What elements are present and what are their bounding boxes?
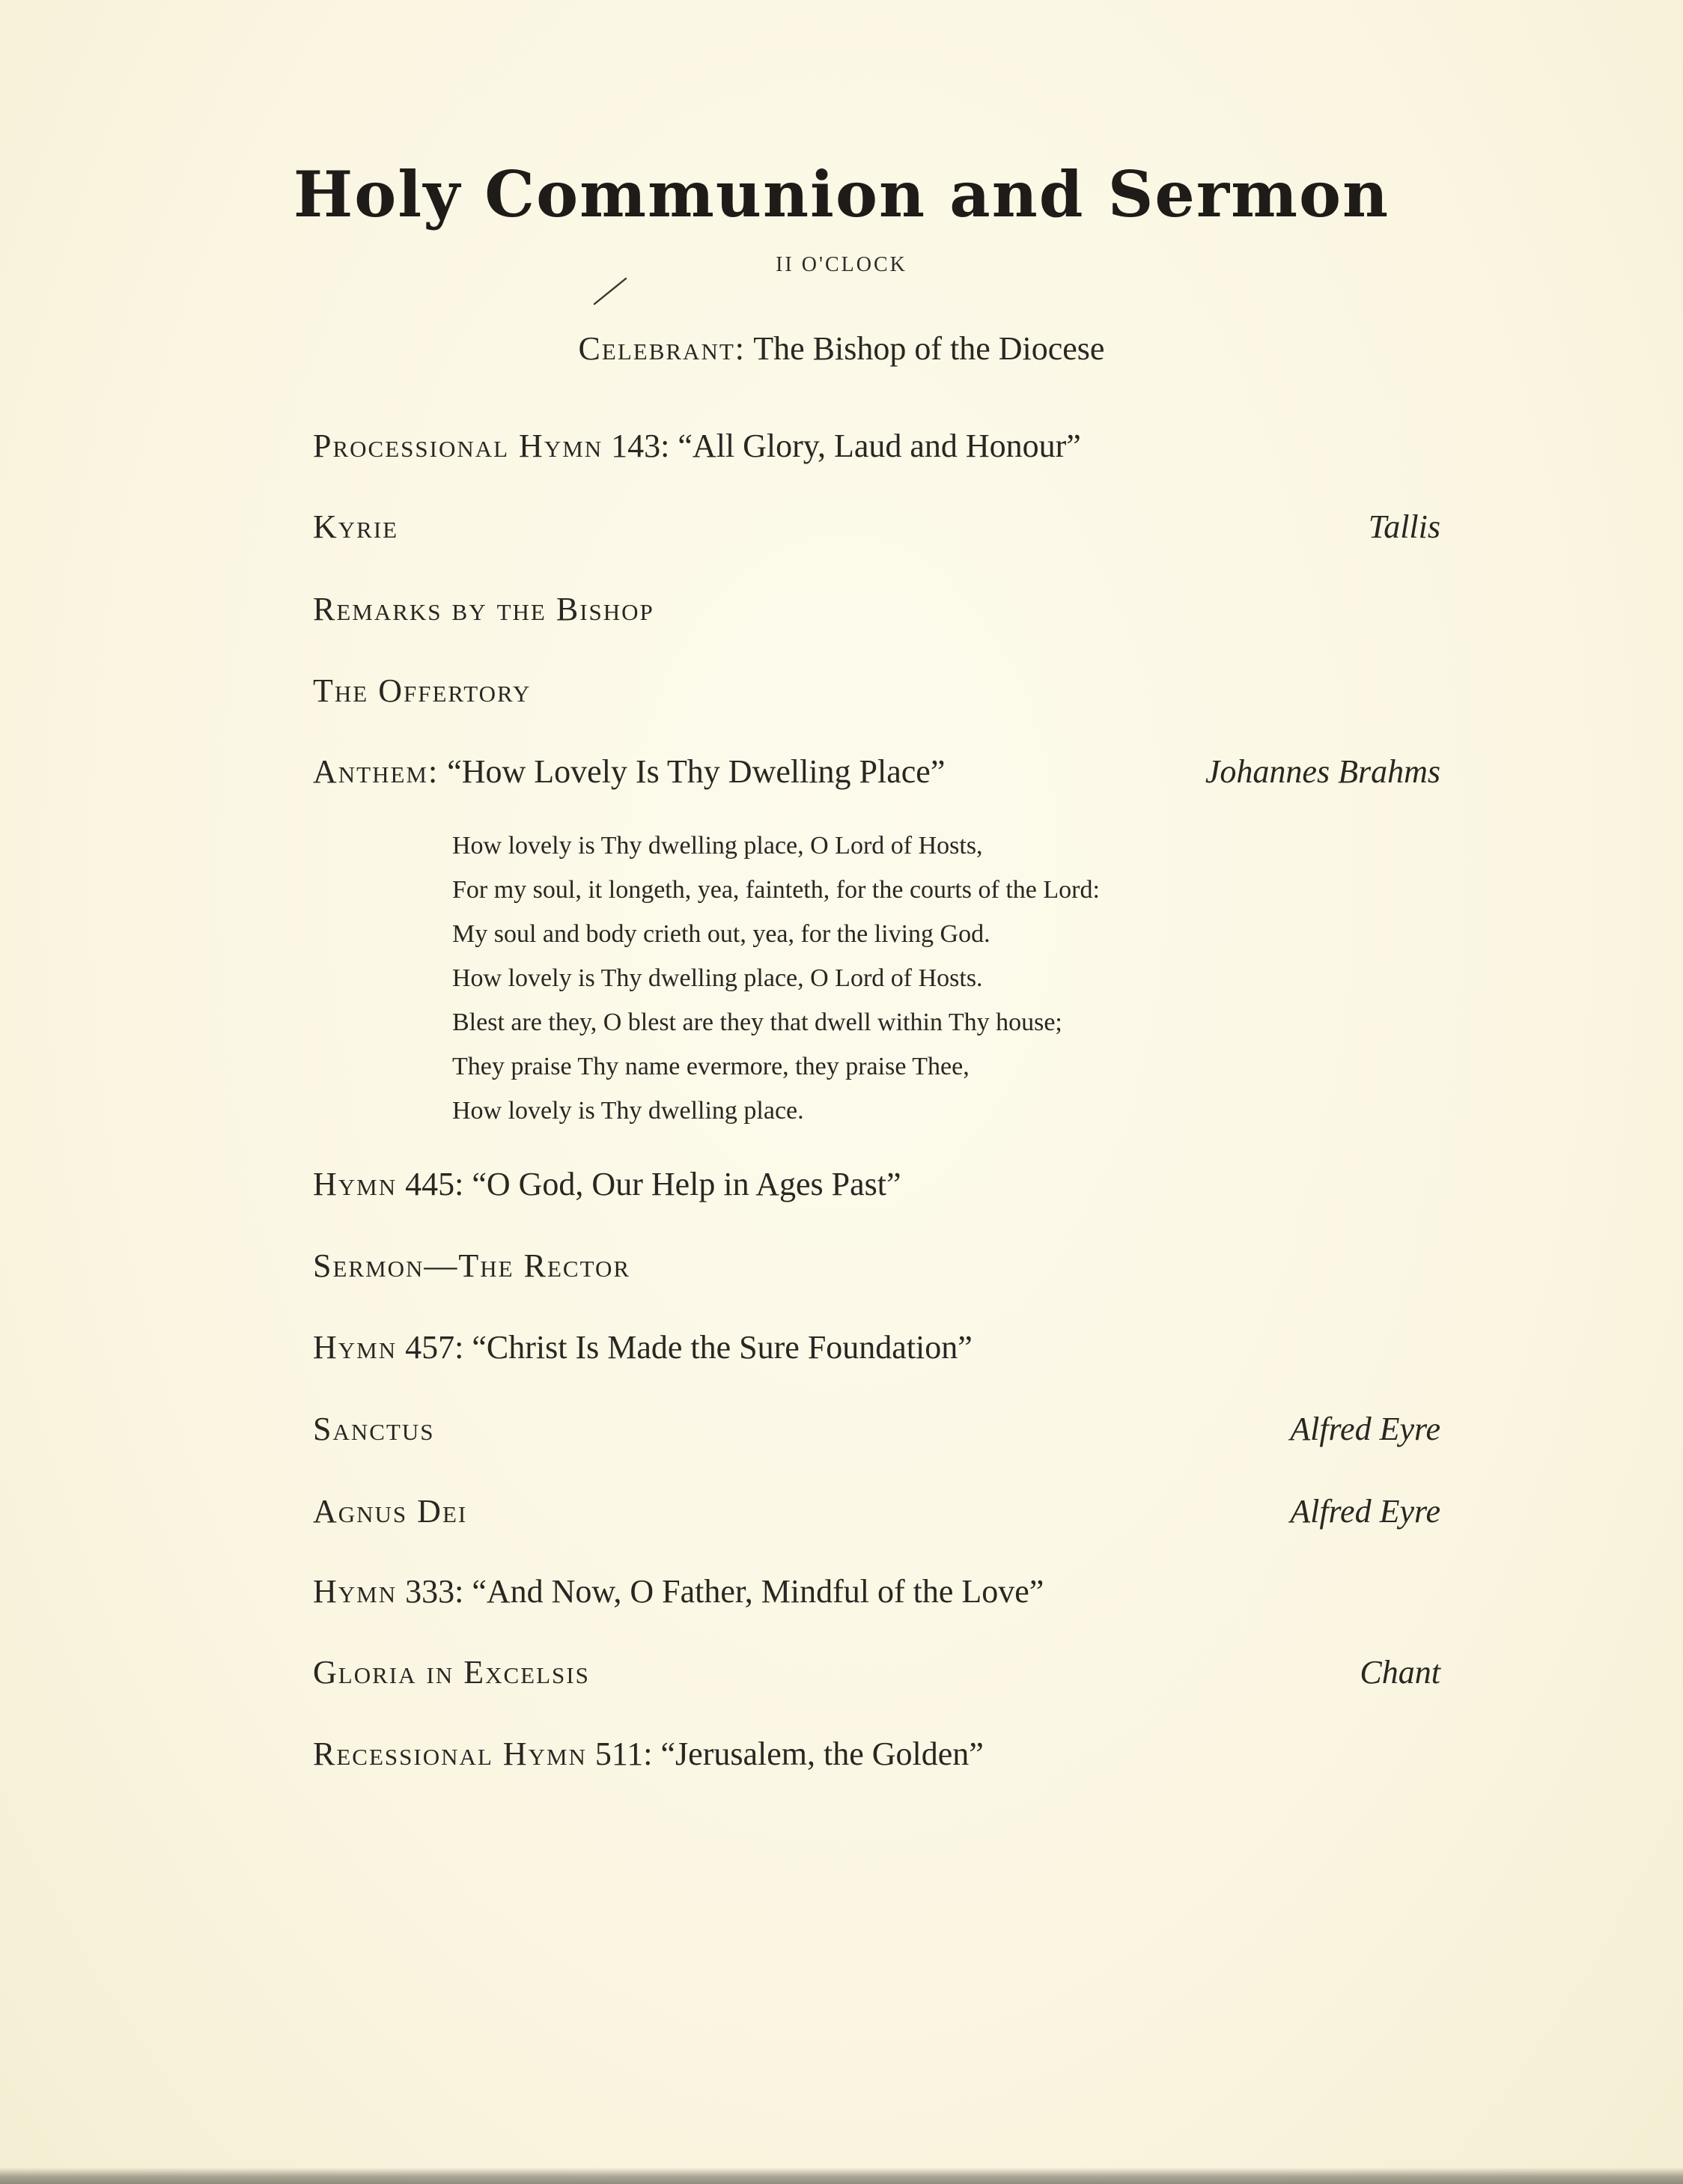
anthem-text (452, 824, 1100, 1133)
verse-line: For my soul, it longeth, yea, fainteth, for the courts of the Lord: (452, 876, 1100, 904)
item-text: 457: “Christ Is Made the Sure Foundation” (405, 1329, 973, 1366)
page-bottom-edge (0, 2168, 1683, 2184)
item-label: Recessional Hymn (313, 1736, 587, 1772)
verse-line: They praise Thy name evermore, they praise Thee, (452, 1053, 970, 1080)
pen-mark (591, 276, 629, 307)
item-composer: Alfred Eyre (1290, 1411, 1440, 1447)
item-text: 143: “All Glory, Laud and Honour” (611, 428, 1081, 464)
item-text: 333: “And Now, O Father, Mindful of the Love” (405, 1573, 1044, 1610)
item-text: “How Lovely Is Thy Dwelling Place” (447, 753, 946, 790)
verse-line: How lovely is Thy dwelling place, O Lord of Hosts, (452, 832, 983, 860)
item-label: Processional Hymn (313, 428, 603, 464)
page-title: Holy Communion and Sermon (293, 157, 1390, 231)
verse-line: My soul and body crieth out, yea, for the living God. (452, 920, 990, 948)
item-text: 445: “O God, Our Help in Ages Past” (405, 1166, 901, 1202)
item-label: Agnus Dei (313, 1493, 468, 1530)
item-label: The Offertory (313, 672, 532, 709)
item-composer: Alfred Eyre (1290, 1493, 1440, 1530)
verse-line: Blest are they, O blest are they that dwell within Thy house; (452, 1009, 1062, 1036)
service-time: II O'CLOCK (776, 253, 907, 276)
verse-line: How lovely is Thy dwelling place. (452, 1097, 804, 1125)
item-label: Anthem: (313, 753, 439, 790)
celebrant-name: The Bishop of the Diocese (753, 330, 1105, 367)
item-composer: Chant (1360, 1654, 1440, 1691)
verse-line: How lovely is Thy dwelling place, O Lord of Hosts. (452, 964, 983, 992)
celebrant-label: Celebrant: (578, 330, 746, 367)
item-label: Gloria in Excelsis (313, 1654, 590, 1691)
celebrant-line (0, 329, 1683, 368)
item-label: Sanctus (313, 1411, 435, 1447)
item-composer: Tallis (1368, 508, 1440, 545)
item-label: Sermon—The Rector (313, 1247, 631, 1284)
item-label: Kyrie (313, 508, 399, 545)
item-label: Hymn (313, 1166, 398, 1202)
item-label: Hymn (313, 1573, 398, 1610)
item-label: Remarks by the Bishop (313, 591, 654, 627)
item-composer: Johannes Brahms (1205, 753, 1440, 790)
item-label: Hymn (313, 1329, 398, 1366)
item-text: 511: “Jerusalem, the Golden” (594, 1736, 984, 1772)
